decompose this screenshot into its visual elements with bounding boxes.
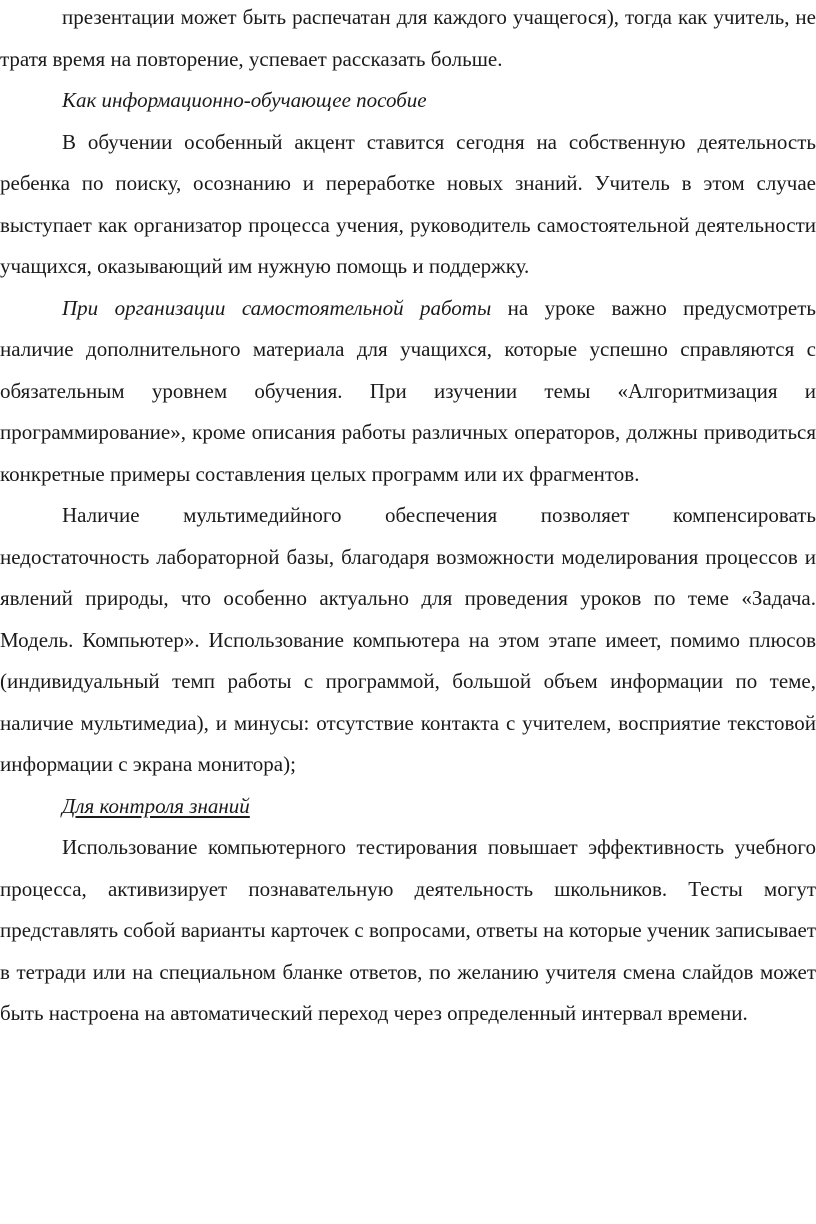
paragraph-active-learning: В обучении особенный акцент ставится сегодня на собственную деятельность ребенка по поиску, осознанию и переработке новых знаний. Учитель в этом случае выступает как организатор процесса учения, руководитель самостоятельной деятельности учащихся, оказывающий им нужную помощь и поддержку. — [0, 129, 816, 278]
paragraph-continuation: презентации может быть распечатан для каждого учащегося), тогда как учитель, не тратя время на повторение, успевает рассказать больше. — [0, 5, 816, 71]
section-heading-knowledge-control — [0, 786, 816, 828]
paragraph-multimedia: Наличие мультимедийного обеспечения позволяет компенсировать недостаточность лабораторной базы, благодаря возможности моделирования процессов и явлений природы, что особенно актуально для проведения уроков по теме «Задача. Модель. Компьютер». Использование компьютера на этом этапе имеет, помимо плюсов (индивидуальный темп работы с программой, большой объем информации по теме, наличие мультимедиа), и минусы: отсутствие контакта с учителем, восприятие текстовой информации с экрана монитора); — [0, 503, 816, 776]
underlined-heading-text: Для контроля знаний — [62, 793, 250, 818]
paragraph-independent-work-body: на уроке важно предусмотреть наличие дополнительного материала для учащихся, которые успешно справляются с обязательным уровнем обучения. При изучении темы «Алгоритмизация и программирование», кроме описания работы различных операторов, должны приводиться конкретные примеры составления целых программ или их фрагментов. — [0, 295, 816, 486]
paragraph-independent-work — [0, 288, 816, 496]
paragraph-testing: Использование компьютерного тестирования повышает эффективность учебного процесса, активизирует познавательную деятельность школьников. Тесты могут представлять собой варианты карточек с вопросами, ответы на которые ученик записывает в тетради или на специальном бланке ответов, по желанию учителя смена слайдов может быть настроена на автоматический переход через определенный интервал времени. — [0, 835, 816, 1025]
section-heading-info-learning-aid: Как информационно-обучающее пособие — [62, 88, 427, 112]
italic-lead-phrase: При организации самостоятельной работы — [62, 295, 492, 320]
